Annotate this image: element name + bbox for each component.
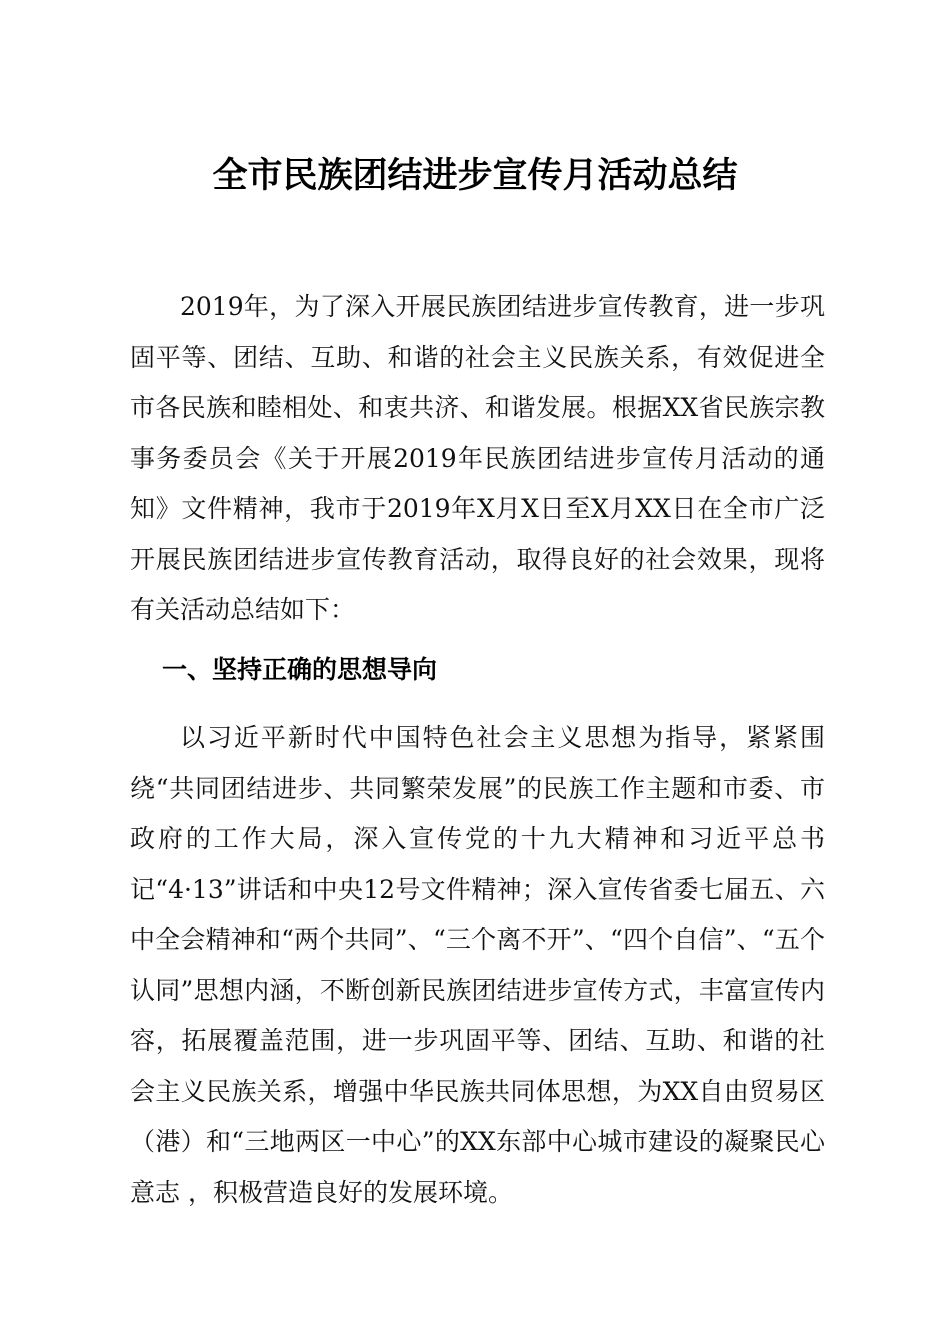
section-heading: 一、坚持正确的思想导向 — [162, 655, 438, 684]
section-paragraph: 以习近平新时代中国特色社会主义思想为指导，紧紧围绕“共同团结进步、共同繁荣发展”的民族工作主题和市委、市政府的工作大局，深入宣传党的十九大精神和习近平总书记“4·13”讲话和中央12号文件精神；深入宣传省委七届五、六中全会精神和“两个共同”、“三个离不开”、“四个自信”、“五个认同”思想内涵，不断创新民族团结进步宣传方式，丰富宣传内容，拓展覆盖范围，进一步巩固平等、团结、互助、和谐的社会主义民族关系，增强中华民族共同体思想，为XX自由贸易区（港）和“三地两区一中心”的XX东部中心城市建设的凝聚民心意志 ，积极营造良好的发展环境。 — [130, 723, 825, 1207]
intro-paragraph: 2019年，为了深入开展民族团结进步宣传教育，进一步巩固平等、团结、互助、和谐的社会主义民族关系，有效促进全市各民族和睦相处、和衷共济、和谐发展。根据XX省民族宗教事务委员会《关于开展2019年民族团结进步宣传月活动的通知》文件精神，我市于2019年X月X日至X月XX日在全市广泛开展民族团结进步宣传教育活动，取得良好的社会效果，现将有关活动总结如下： — [130, 292, 825, 624]
document-title: 全市民族团结进步宣传月活动总结 — [212, 155, 738, 196]
